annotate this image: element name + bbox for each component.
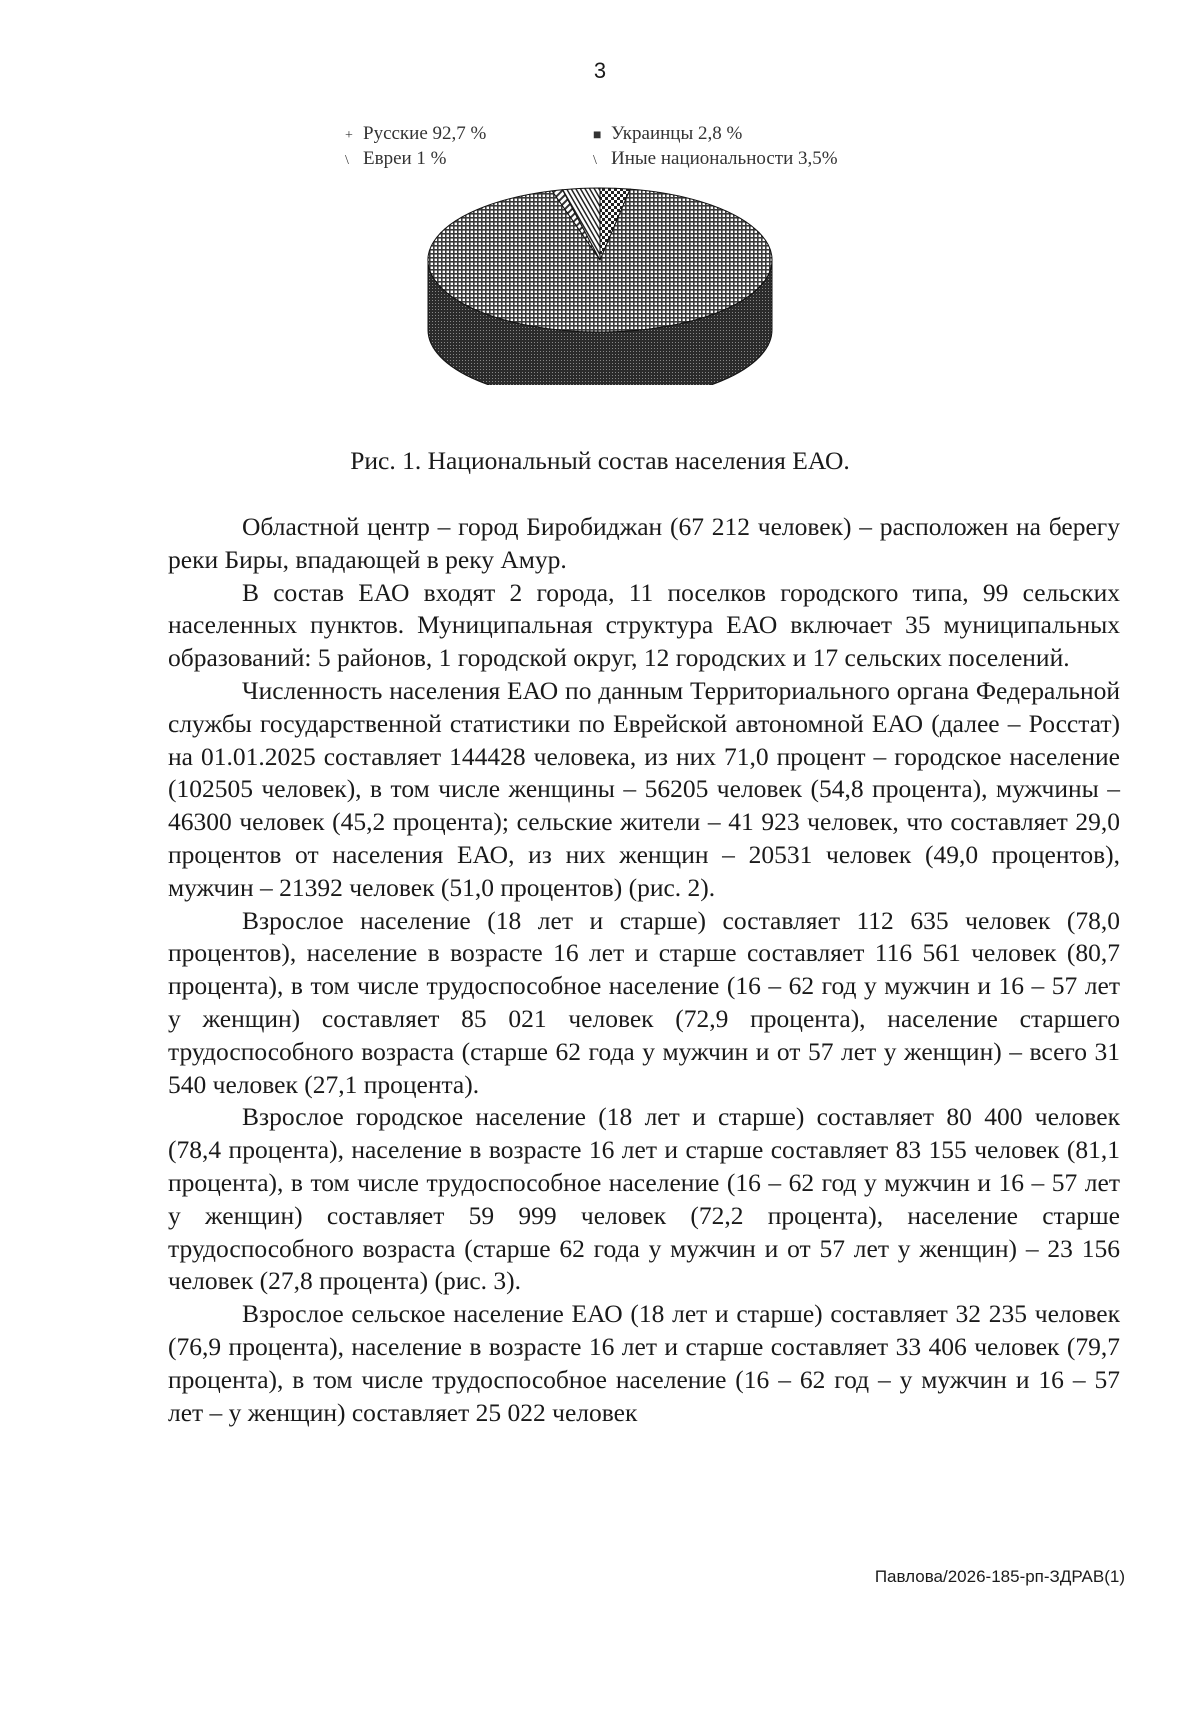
paragraph: Взрослое население (18 лет и старше) составляет 112 635 человек (78,0 процентов), население в возрасте 16 лет и старше составляет 116 561 человек (80,7 процента), в том числе трудоспособное население (16 – 62 год у мужчин и 16 – 57 лет у женщин) составляет 85 021 человек (72,9 процента), население старшего трудоспособного возраста (старше 62 года у мужчин и от 57 лет у женщин) – всего 31 540 человек (27,1 процента). (168, 905, 1120, 1099)
legend-marker: ■ (593, 128, 602, 143)
page-number: 3 (593, 58, 607, 83)
paragraph: Областной центр – город Биробиджан (67 212 человек) – расположен на берегу реки Биры, впадающей в реку Амур. (168, 512, 1120, 574)
legend-label: Русские 92,7 % (363, 123, 487, 144)
legend-item-russians (345, 123, 486, 145)
legend-marker: + (345, 128, 353, 143)
pie-top (428, 188, 772, 332)
body-text (168, 511, 1120, 1429)
paragraph: Взрослое сельское население ЕАО (18 лет и старше) составляет 32 235 человек (76,9 процента), население в возрасте 16 лет и старше составляет 33 406 человек (79,7 процента), в том числе трудоспособное население (16 – 62 год – у мужчин и 16 – 57 лет – у женщин) составляет 25 022 человек (168, 1299, 1120, 1427)
pie-chart-svg (425, 185, 775, 385)
legend-item-other (593, 148, 838, 170)
document-reference: Павлова/2026-185-рп-ЗДРАВ(1) (874, 1567, 1125, 1586)
legend-item-jews (345, 148, 447, 170)
pie-chart (425, 185, 775, 390)
legend-item-ukrainians (593, 123, 742, 145)
paragraph: В состав ЕАО входят 2 города, 11 поселков городского типа, 99 сельских населенных пунктов. Муниципальная структура ЕАО включает 35 муниципальных образований: 5 районов, 1 городской округ, 12 городских и 17 сельских поселений. (168, 577, 1120, 673)
legend-label: Иные национальности 3,5% (611, 148, 838, 169)
legend-label: Украинцы 2,8 % (611, 123, 743, 144)
legend-marker: \ (345, 153, 349, 168)
legend-marker: \ (593, 153, 597, 168)
paragraph: Взрослое городское население (18 лет и старше) составляет 80 400 человек (78,4 процента), население в возрасте 16 лет и старше составляет 83 155 человек (81,1 процента), в том числе трудоспособное население (16 – 62 год у мужчин и 16 – 57 лет у женщин) составляет 59 999 человек (72,2 процента), население старше трудоспособного возраста (старше 62 года у мужчин и от 57 лет у женщин) – 23 156 человек (27,8 процента) (рис. 3). (168, 1102, 1120, 1296)
figure-caption: Рис. 1. Национальный состав населения ЕАО. (350, 446, 850, 475)
legend-label: Евреи 1 % (363, 148, 447, 169)
paragraph: Численность населения ЕАО по данным Территориального органа Федеральной службы государственной статистики по Еврейской автономной ЕАО (далее – Росстат) на 01.01.2025 составляет 144428 человека, из них 71,0 процент – городское население (102505 человек), в том числе женщины – 56205 человек (54,8 процента), мужчины – 46300 человек (45,2 процента); сельские жители – 41 923 человек, что составляет 29,0 процентов от населения ЕАО, из них женщин – 20531 человек (49,0 процентов), мужчин – 21392 человек (51,0 процентов) (рис. 2). (168, 675, 1120, 902)
